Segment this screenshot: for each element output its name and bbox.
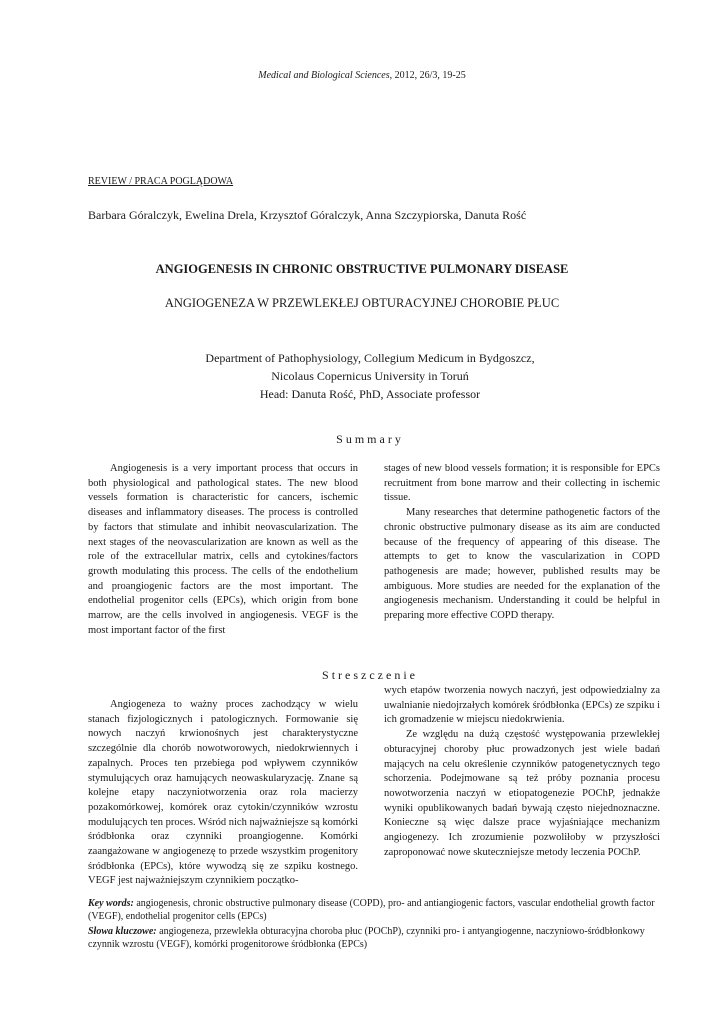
title-english: ANGIOGENESIS IN CHRONIC OBSTRUCTIVE PULMONARY DISEASE xyxy=(155,262,569,276)
summary-right-column xyxy=(384,462,660,624)
keywords-english xyxy=(88,897,662,923)
keywords-polish-label: Słowa kluczowe: xyxy=(88,926,157,937)
keywords-polish xyxy=(88,925,662,951)
journal-name: Medical and Biological Sciences xyxy=(258,70,390,81)
keywords-english-label: Key words: xyxy=(88,898,134,909)
streszczenie-paragraph-2: Ze względu na dużą częstość występowania przewlekłej obturacyjnej choroby płuc prowadzonych jest wiele badań mających na celu określenie czynników patogenetycznych tego schorzenia. Podejmowane są też próby poznania procesu nowotworzenia naczyń w etiopatogenezie POChP, jednakże wyniki opublikowanych badań bywają często niejednoznaczne. Konieczne są więc dalsze prace wyjaśniające mechanizm angiogenezy. Ich zrozumienie pozwoliłoby w przyszłości zaproponować nowe skuteczniejsze metody leczenia POChP. xyxy=(384,729,660,858)
authors: Barbara Góralczyk, Ewelina Drela, Krzysztof Góralczyk, Anna Szczypiorska, Danuta Rość xyxy=(88,208,527,222)
title-polish: ANGIOGENEZA W PRZEWLEKŁEJ OBTURACYJNEJ CHOROBIE PŁUC xyxy=(164,296,560,310)
affiliation-department: Department of Pathophysiology, Collegium Medicum in Bydgoszcz, xyxy=(205,351,535,365)
journal-ref: , 2012, 26/3, 19-25 xyxy=(389,70,466,81)
streszczenie-left-column xyxy=(88,698,358,889)
affiliation-head: Head: Danuta Rość, PhD, Associate professor xyxy=(259,387,481,401)
keywords-english-text: angiogenesis, chronic obstructive pulmonary disease (COPD), pro- and antiangiogenic factors, vascular endothelial growth factor (VEGF), endothelial progenitor cells (EPCs) xyxy=(88,898,655,922)
streszczenie-heading: Streszczenie xyxy=(322,668,418,682)
summary-left-column xyxy=(88,462,358,638)
streszczenie-right-column xyxy=(384,684,660,860)
summary-paragraph-2: Many researches that determine pathogenetic factors of the chronic obstructive pulmonary disease as its aim are conducted because of the frequency of appearing of this disease. The attempts to get to know the vascularization in COPD pathogenesis are made; however, published results may be ambiguous. More studies are needed for the explanation of the angiogenesis mechanism. Understanding it could be helpful in preparing more effective COPD therapy. xyxy=(384,507,660,622)
affiliation-university: Nicolaus Copernicus University in Toruń xyxy=(271,369,469,383)
summary-paragraph-1-continued: stages of new blood vessels formation; it is responsible for EPCs recruitment from bone marrow and their collecting in ischemic tissue. xyxy=(384,463,660,504)
section-label: REVIEW / PRACA POGLĄDOWA xyxy=(88,176,234,187)
streszczenie-paragraph-1-continued: wych etapów tworzenia nowych naczyń, jest odpowiedzialny za uwalnianie niedojrzałych komórek śródbłonka (EPCs) ze szpiku i ich gromadzenie w miejscu niedokrwienia. xyxy=(384,685,660,726)
streszczenie-paragraph-1: Angiogeneza to ważny proces zachodzący w wielu stanach fizjologicznych i patologicznych. Formowanie się nowych naczyń krwionośnych jest charakterystyczne szczególnie dla chorób nowotworowych, niedokrwiennych i zapalnych. Proces ten przebiega pod wpływem czynników stymulujących oraz hamujących neowaskularyzację. Znane są kolejne etapy naczyniotworzenia oraz rola macierzy pozakomórkowej, komórek oraz cytokin/czynników wzrostu modulujących ten proces. Wśród nich najważniejsze są komórki śródbłonka oraz czynniki proangiogenne. Komórki zaangażowane w angiogenezę to przede wszystkim progenitory śródbłonka (EPCs), które wywodzą się ze szpiku kostnego. VEGF jest najważniejszym czynnikiem początko- xyxy=(88,699,358,887)
summary-heading: Summary xyxy=(336,432,404,446)
summary-paragraph-1: Angiogenesis is a very important process that occurs in both physiological and pathological states. The new blood vessels formation is characteristic for cancers, ischemic diseases and inflammatory diseases. The process is controlled by factors that stimulate and inhibit neovascularization. The next stages of the neovascularization are known as well as the role of the extracellular matrix, cells and cytokines/factors growth modulating this process. The cells of the endothelium and proangiogenic factors are the most important. The endothelial progenitor cells (EPCs), which origin from bone marrow, are the cells involved in angiogenesis. VEGF is the most important factor of the first xyxy=(88,463,358,636)
keywords-polish-text: angiogeneza, przewlekła obturacyjna choroba płuc (POChP), czynniki pro- i antyangiogenne, naczyniowo-śródbłonkowy czynnik wzrostu (VEGF), komórki progenitorowe śródbłonka (EPCs) xyxy=(88,926,645,950)
journal-citation xyxy=(0,70,724,81)
